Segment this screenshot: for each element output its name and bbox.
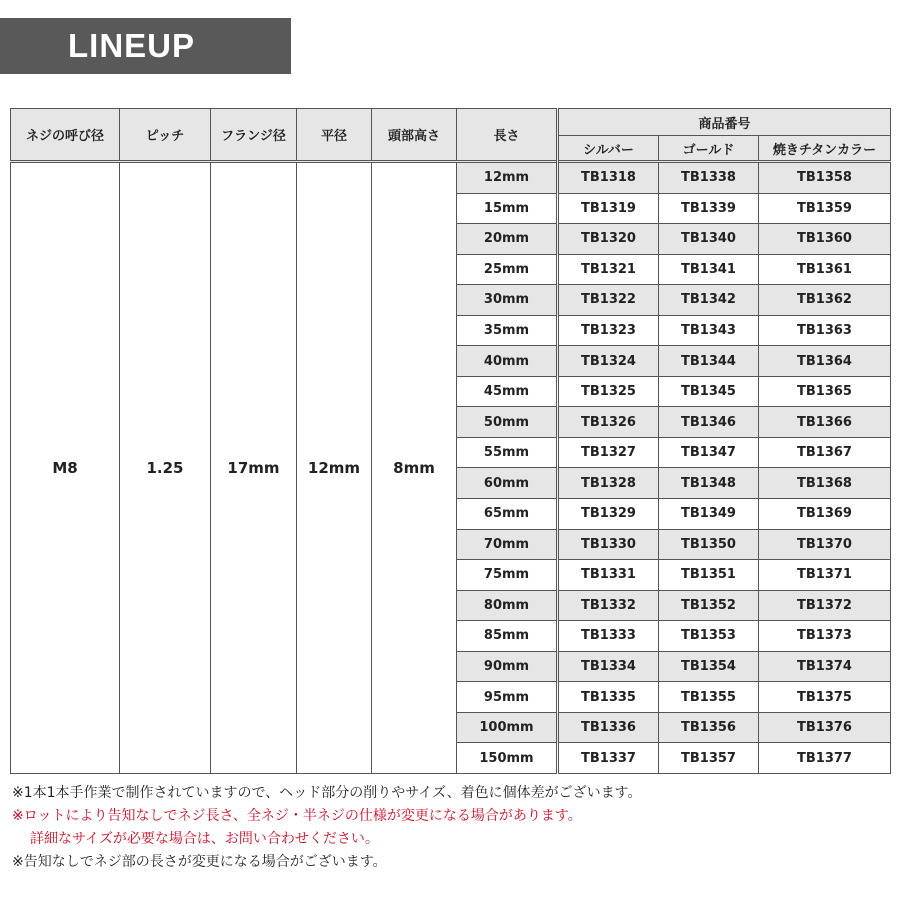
length-cell: 30mm: [457, 285, 558, 316]
table-header: [11, 109, 891, 162]
burnt-code-cell: TB1370: [759, 529, 891, 560]
gold-code-cell: TB1348: [659, 468, 759, 499]
spec-width: 12mm: [297, 162, 372, 774]
burnt-code-cell: TB1361: [759, 254, 891, 285]
length-cell: 60mm: [457, 468, 558, 499]
gold-code-cell: TB1342: [659, 285, 759, 316]
table-row: [11, 162, 891, 194]
gold-code-cell: TB1346: [659, 407, 759, 438]
gold-code-cell: TB1339: [659, 193, 759, 224]
note-handmade: ※1本1本手作業で制作されていますので、ヘッド部分の削りやサイズ、着色に個体差がございます。: [12, 785, 642, 801]
spec-head-height: 8mm: [372, 162, 457, 774]
silver-code-cell: TB1328: [558, 468, 659, 499]
gold-code-cell: TB1345: [659, 376, 759, 407]
silver-code-cell: TB1327: [558, 437, 659, 468]
gold-code-cell: TB1340: [659, 224, 759, 255]
table-body: [11, 162, 891, 774]
spec-flange: 17mm: [211, 162, 297, 774]
gold-code-cell: TB1347: [659, 437, 759, 468]
col-header-product-code: 商品番号: [558, 109, 891, 136]
burnt-code-cell: TB1360: [759, 224, 891, 255]
note-contact: 詳細なサイズが必要な場合は、お問い合わせください。: [30, 831, 379, 847]
length-cell: 20mm: [457, 224, 558, 255]
silver-code-cell: TB1319: [558, 193, 659, 224]
silver-code-cell: TB1331: [558, 560, 659, 591]
lineup-table: [10, 108, 891, 774]
burnt-code-cell: TB1368: [759, 468, 891, 499]
length-cell: 80mm: [457, 590, 558, 621]
lineup-title: LINEUP: [68, 27, 196, 64]
length-cell: 100mm: [457, 712, 558, 743]
length-cell: 95mm: [457, 682, 558, 713]
notes: [12, 782, 888, 874]
silver-code-cell: TB1323: [558, 315, 659, 346]
gold-code-cell: TB1338: [659, 162, 759, 194]
gold-code-cell: TB1353: [659, 621, 759, 652]
burnt-code-cell: TB1359: [759, 193, 891, 224]
col-header-gold: ゴールド: [659, 136, 759, 162]
burnt-code-cell: TB1367: [759, 437, 891, 468]
burnt-code-cell: TB1374: [759, 651, 891, 682]
length-cell: 55mm: [457, 437, 558, 468]
burnt-code-cell: TB1366: [759, 407, 891, 438]
silver-code-cell: TB1322: [558, 285, 659, 316]
gold-code-cell: TB1355: [659, 682, 759, 713]
length-cell: 12mm: [457, 162, 558, 194]
note-lot-change: ※ロットにより告知なしでネジ長さ、全ネジ・半ネジの仕様が変更になる場合があります。: [12, 808, 582, 824]
length-cell: 70mm: [457, 529, 558, 560]
length-cell: 40mm: [457, 346, 558, 377]
length-cell: 15mm: [457, 193, 558, 224]
gold-code-cell: TB1349: [659, 499, 759, 530]
silver-code-cell: TB1320: [558, 224, 659, 255]
col-header-thread: ネジの呼び径: [11, 109, 120, 162]
length-cell: 45mm: [457, 376, 558, 407]
burnt-code-cell: TB1364: [759, 346, 891, 377]
burnt-code-cell: TB1371: [759, 560, 891, 591]
silver-code-cell: TB1329: [558, 499, 659, 530]
col-header-width: 平径: [297, 109, 372, 162]
spec-pitch: 1.25: [120, 162, 211, 774]
burnt-code-cell: TB1365: [759, 376, 891, 407]
silver-code-cell: TB1326: [558, 407, 659, 438]
gold-code-cell: TB1341: [659, 254, 759, 285]
silver-code-cell: TB1324: [558, 346, 659, 377]
length-cell: 50mm: [457, 407, 558, 438]
col-header-pitch: ピッチ: [120, 109, 211, 162]
gold-code-cell: TB1350: [659, 529, 759, 560]
silver-code-cell: TB1321: [558, 254, 659, 285]
silver-code-cell: TB1334: [558, 651, 659, 682]
silver-code-cell: TB1333: [558, 621, 659, 652]
burnt-code-cell: TB1363: [759, 315, 891, 346]
length-cell: 150mm: [457, 743, 558, 774]
gold-code-cell: TB1356: [659, 712, 759, 743]
gold-code-cell: TB1343: [659, 315, 759, 346]
gold-code-cell: TB1357: [659, 743, 759, 774]
burnt-code-cell: TB1372: [759, 590, 891, 621]
gold-code-cell: TB1352: [659, 590, 759, 621]
col-header-burnt: 焼きチタンカラー: [759, 136, 891, 162]
gold-code-cell: TB1344: [659, 346, 759, 377]
length-cell: 90mm: [457, 651, 558, 682]
silver-code-cell: TB1325: [558, 376, 659, 407]
length-cell: 65mm: [457, 499, 558, 530]
silver-code-cell: TB1332: [558, 590, 659, 621]
length-cell: 25mm: [457, 254, 558, 285]
length-cell: 85mm: [457, 621, 558, 652]
length-cell: 35mm: [457, 315, 558, 346]
burnt-code-cell: TB1376: [759, 712, 891, 743]
gold-code-cell: TB1354: [659, 651, 759, 682]
note-thread-length: ※告知なしでネジ部の長さが変更になる場合がございます。: [12, 854, 387, 870]
col-header-head-height: 頭部高さ: [372, 109, 457, 162]
col-header-silver: シルバー: [558, 136, 659, 162]
burnt-code-cell: TB1373: [759, 621, 891, 652]
silver-code-cell: TB1335: [558, 682, 659, 713]
col-header-flange: フランジ径: [211, 109, 297, 162]
length-cell: 75mm: [457, 560, 558, 591]
burnt-code-cell: TB1358: [759, 162, 891, 194]
silver-code-cell: TB1336: [558, 712, 659, 743]
silver-code-cell: TB1337: [558, 743, 659, 774]
spec-thread: M8: [11, 162, 120, 774]
burnt-code-cell: TB1362: [759, 285, 891, 316]
col-header-length: 長さ: [457, 109, 558, 162]
burnt-code-cell: TB1375: [759, 682, 891, 713]
burnt-code-cell: TB1369: [759, 499, 891, 530]
silver-code-cell: TB1318: [558, 162, 659, 194]
burnt-code-cell: TB1377: [759, 743, 891, 774]
gold-code-cell: TB1351: [659, 560, 759, 591]
lineup-table-wrap: [10, 108, 890, 774]
silver-code-cell: TB1330: [558, 529, 659, 560]
